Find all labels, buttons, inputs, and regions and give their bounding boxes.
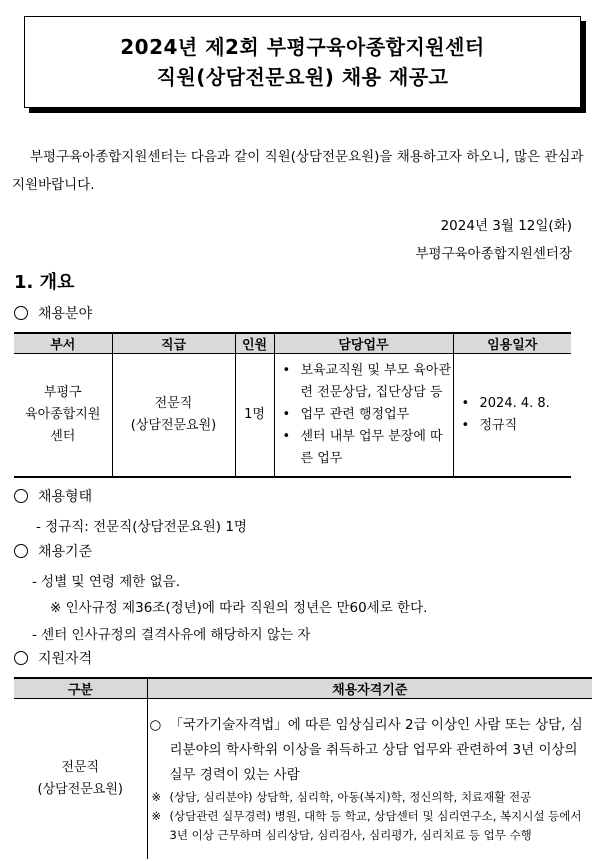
- col-header: 인원: [235, 333, 274, 354]
- count-cell: 1명: [235, 354, 274, 477]
- col-header: 임용일자: [453, 333, 571, 354]
- qualification-table: [14, 677, 592, 859]
- table-header-row: [14, 333, 571, 354]
- col-header: 채용자격기준: [147, 678, 592, 699]
- circle-bullet-icon: [14, 651, 28, 665]
- appoint-item: • 정규직: [480, 415, 572, 437]
- criteria-note: ※ 인사규정 제36조(정년)에 따라 직원의 정년은 만60세로 한다.: [50, 600, 428, 616]
- sender: 부평구육아종합지원센터장: [415, 246, 572, 262]
- criterion-note: ※ (상담, 심리분야) 상담학, 심리학, 아동(복지)학, 정신의학, 치료재활 전공: [151, 789, 532, 804]
- title-line-1: 2024년 제2회 부평구육아종합지원센터: [120, 35, 485, 59]
- title-line-2: 직원(상담전문요원) 채용 재공고: [156, 65, 449, 89]
- duty-item: • 센터 내부 업무 분장에 따른 업무: [301, 426, 453, 470]
- table-row: [14, 699, 592, 859]
- criterion-note: ※ (상담관련 실무경력) 병원, 대학 등 학교, 상담센터 및 심리연구소, 복지시설 등에서 3년 이상 근무하며 심리상담, 심리검사, 심리평가, 심리치료 등 업무 수행: [151, 808, 582, 842]
- duty-item: • 업무 관련 행정업무: [301, 404, 453, 426]
- criteria-cell: [147, 699, 592, 859]
- duties-cell: [274, 354, 453, 477]
- circle-bullet-icon: [14, 489, 28, 503]
- criteria-line-1: - 성별 및 연령 제한 없음.: [32, 574, 180, 590]
- title-box: [24, 16, 581, 108]
- dept-cell: 부평구 육아종합지원 센터: [14, 354, 112, 477]
- appoint-cell: [453, 354, 571, 477]
- recruit-table: [14, 332, 571, 478]
- employment-type-heading: 채용형태: [14, 486, 92, 506]
- circle-bullet-icon: [14, 544, 28, 558]
- table-row: [14, 354, 571, 477]
- criteria-line-2: - 센터 인사규정의 결격사유에 해당하지 않는 자: [32, 627, 311, 643]
- qualification-heading: 지원자격: [14, 648, 92, 668]
- intro-paragraph: 부평구육아종합지원센터는 다음과 같이 직원(상담전문요원)을 채용하고자 하오니, 많은 관심과 지원바랍니다.: [12, 149, 584, 193]
- rank-cell: 전문직 (상담전문요원): [112, 354, 235, 477]
- appoint-item: • 2024. 4. 8.: [480, 393, 572, 415]
- circle-bullet-icon: [14, 306, 28, 320]
- col-header: 직급: [112, 333, 235, 354]
- col-header: 담당업무: [274, 333, 453, 354]
- recruit-field-heading: 채용분야: [14, 303, 92, 323]
- section-heading: 1. 개요: [14, 272, 75, 293]
- col-header: 부서: [14, 333, 112, 354]
- employment-type-line: - 정규직: 전문직(상담전문요원) 1명: [36, 519, 247, 535]
- table-header-row: [14, 678, 592, 699]
- main-criterion: ○ 「국가기술자격법」에 따른 임상심리사 2급 이상인 사람 또는 상담, 심리분야의 학사학위 이상을 취득하고 상담 업무와 관련하여 3년 이상의 실무 경력이 있는 사람: [149, 716, 583, 783]
- col-header: 구분: [14, 678, 147, 699]
- criteria-heading: 채용기준: [14, 541, 92, 561]
- announcement-date: 2024년 3월 12일(화): [440, 218, 572, 234]
- category-cell: 전문직 (상담전문요원): [14, 699, 147, 859]
- duty-item: • 보육교직원 및 부모 육아관련 전문상담, 집단상담 등: [301, 360, 453, 404]
